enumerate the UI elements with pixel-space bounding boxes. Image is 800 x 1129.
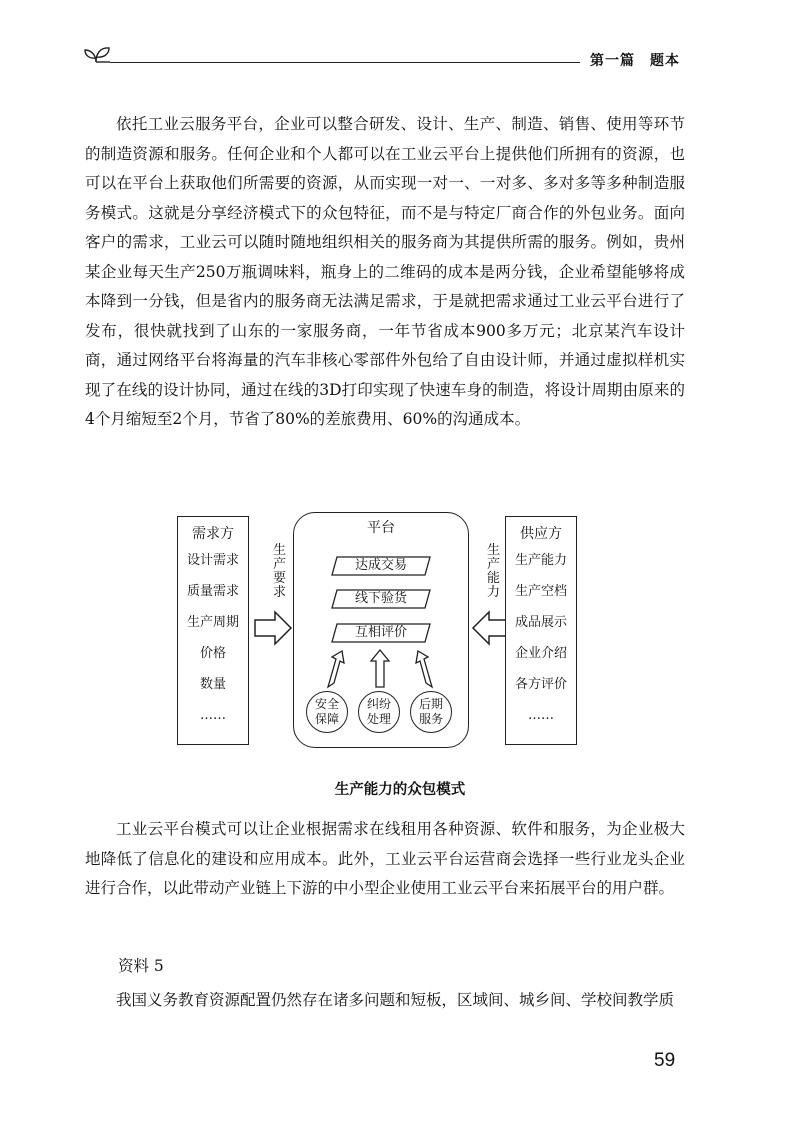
supply-item: 各方评价 — [514, 677, 567, 692]
platform-step-label: 线下验货 — [354, 591, 407, 606]
demand-side-box — [177, 516, 249, 745]
right-arrow-icon — [253, 610, 293, 646]
paragraph-text: 我国义务教育资源配置仍然存在诸多问题和短板，区域间、城乡间、学校间教学质 — [116, 991, 675, 1009]
platform-step-label: 互相评价 — [354, 625, 407, 640]
platform-step — [331, 623, 431, 643]
demand-item: …… — [200, 708, 226, 723]
demand-item: 价格 — [199, 646, 226, 661]
section-label: 资料 5 — [118, 957, 164, 975]
support-circle — [306, 691, 348, 733]
demand-title: 需求方 — [192, 526, 234, 542]
header-rule — [110, 62, 580, 63]
figure-caption: 生产能力的众包模式 — [334, 782, 466, 798]
paragraph-3 — [85, 986, 685, 1016]
supply-item: …… — [528, 708, 554, 723]
paragraph-2 — [85, 815, 685, 904]
support-label: 后期服务 — [418, 697, 443, 726]
supply-title: 供应方 — [520, 526, 562, 542]
demand-item: 数量 — [199, 677, 226, 692]
page-number: 59 — [654, 1050, 676, 1071]
supply-side-box — [505, 516, 577, 745]
platform-step-label: 达成交易 — [354, 558, 407, 573]
supply-item: 成品展示 — [514, 615, 567, 630]
production-requirement-label: 生产要求 — [273, 543, 287, 600]
supply-item: 生产空档 — [514, 584, 567, 599]
support-label: 安全保障 — [314, 697, 339, 726]
support-circle — [410, 691, 452, 733]
demand-item: 生产周期 — [186, 615, 239, 630]
paragraph-1 — [85, 110, 685, 435]
platform-title: 平台 — [367, 520, 395, 536]
production-capacity-label: 生产能力 — [487, 543, 501, 600]
demand-item: 质量需求 — [186, 584, 239, 599]
supply-item: 企业介绍 — [514, 646, 567, 661]
paragraph-text: 依托工业云服务平台，企业可以整合研发、设计、生产、制造、销售、使用等环节的制造资源和服务。任何企业和个人都可以在工业云平台上提供他们所拥有的资源，也可以在平台上获取他们所需要的资源，从而实现一对一、一对多、多对多等多种制造服务模式。这就是分享经济模式下的众包特征，而不是与特定厂商合作的外包业务。面向客户的需求，工业云可以随时随地组织相关的服务商为其提供所需的服务。例如，贵州某企业每天生产250万瓶调味料，瓶身上的二维码的成本是两分钱，企业希望能够将成本降到一分钱，但是省内的服务商无法满足需求，于是就把需求通过工业云平台进行了发布，很快就找到了山东的一家服务商，一年节省成本900多万元；北京某汽车设计商，通过网络平台将海量的汽车非核心零部件外包给了自由设计师，并通过虚拟样机实现了在线的设计协同，通过在线的3D打印实现了快速车身的制造，将设计周期由原来的4个月缩短至2个月，节省了80%的差旅费用、60%的沟通成本。 — [85, 115, 685, 428]
up-arrows-icon — [310, 649, 450, 689]
section-header-title: 第一篇 题本 — [590, 53, 680, 69]
paragraph-text: 工业云平台模式可以让企业根据需求在线租用各种资源、软件和服务，为企业极大地降低了信息化的建设和应用成本。此外，工业云平台运营商会选择一些行业龙头企业进行合作，以此带动产业链上下游的中小型企业使用工业云平台来拓展平台的用户群。 — [85, 820, 685, 897]
platform-box — [293, 512, 469, 748]
support-circle — [358, 691, 400, 733]
demand-item: 设计需求 — [186, 553, 239, 568]
supply-item: 生产能力 — [514, 553, 567, 568]
support-label: 纠纷处理 — [366, 697, 391, 726]
sprout-icon — [82, 44, 112, 64]
crowdsourcing-diagram — [175, 510, 615, 760]
platform-step — [331, 556, 431, 576]
platform-step — [331, 589, 431, 609]
